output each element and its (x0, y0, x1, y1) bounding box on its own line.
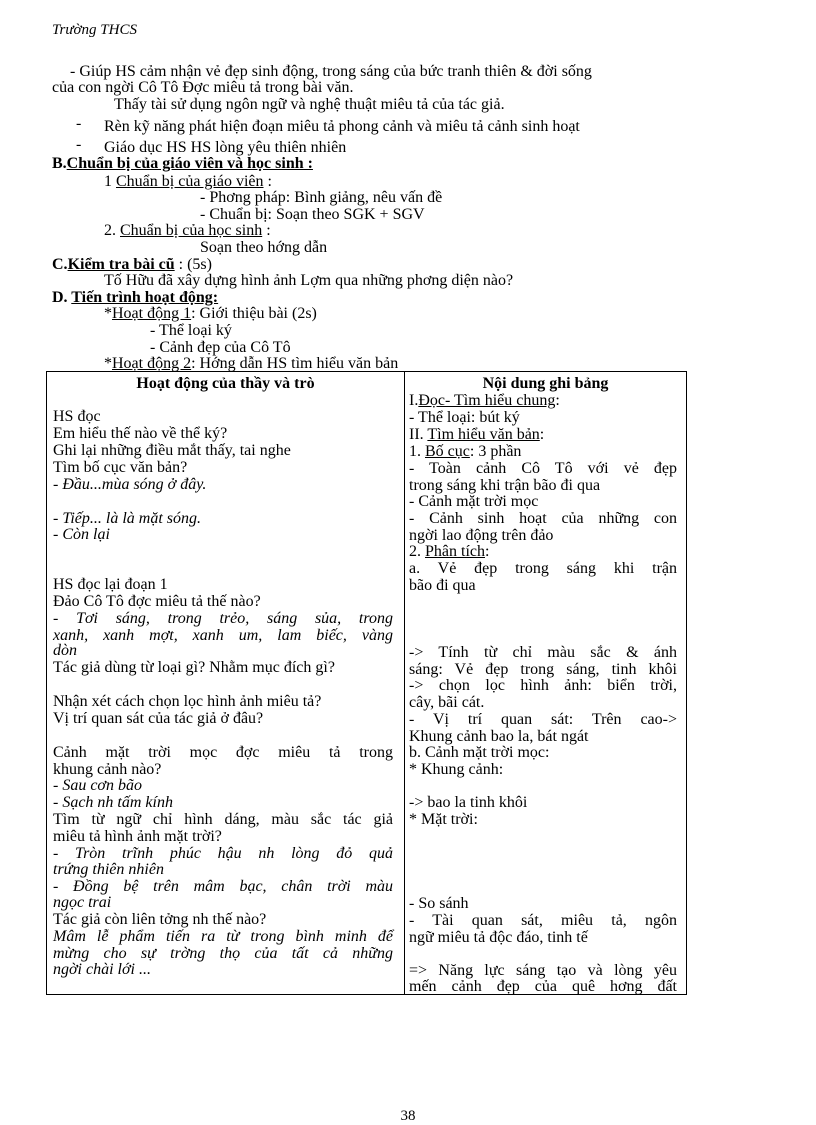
right-line: cây, bãi cát. (409, 694, 485, 711)
left-line: Em hiểu thế nào về thể ký? (53, 425, 228, 442)
lesson-table (46, 371, 687, 995)
left-line: HS đọc (53, 408, 101, 425)
intro-line-2: của con ngời Cô Tô Đợc miêu tả trong bài văn. (52, 79, 354, 96)
right-line: * Mặt trời: (409, 811, 478, 828)
left-line: Cảnh mặt trời mọc đợc miêu tả trong (53, 744, 393, 761)
bullet-marker: - (76, 136, 82, 153)
sub-title: Chuẩn bị của học sinh (120, 222, 263, 239)
right-heading: Đọc- Tìm hiểu chung (418, 392, 556, 409)
right-suffix: : 3 phần (469, 443, 522, 460)
section-b-heading (52, 155, 313, 172)
right-prefix: I. (409, 392, 419, 409)
left-line: - Tròn trĩnh phúc hậu nh lòng đỏ quả (53, 845, 393, 862)
activity-title: Hoạt động 2 (112, 355, 192, 372)
activity-1-item: - Cảnh đẹp của Cô Tô (150, 339, 291, 356)
left-line: khung cảnh nào? (53, 761, 162, 778)
right-line: - Vị trí quan sát: Trên cao-> (409, 711, 677, 728)
activity-rest: : Giới thiệu bài (2s) (191, 305, 317, 322)
sub-label: 1 (104, 173, 116, 190)
left-line: Ghi lại những điều mắt thấy, tai nghe (53, 442, 291, 459)
right-suffix: : (555, 392, 560, 409)
left-line: trứng thiên nhiên (53, 861, 164, 878)
right-suffix: : (539, 426, 545, 443)
star-marker: * (104, 305, 112, 322)
right-line: bão đi qua (409, 577, 476, 594)
right-line (409, 543, 489, 560)
left-line: Vị trí quan sát của tác giả ở đâu? (53, 710, 264, 727)
star-marker: * (104, 355, 112, 372)
right-line: ngữ miêu tả độc đáo, tinh tế (409, 929, 588, 946)
teacher-prep: - Chuẩn bị: Soạn theo SGK + SGV (200, 206, 425, 223)
section-rest: : (5s) (174, 256, 212, 273)
left-line: Tác giả còn liên tởng nh thế nào? (53, 911, 267, 928)
right-prefix: 1. (409, 443, 425, 460)
bullet-marker: - (76, 115, 82, 132)
left-line: - Tơi sáng, trong trẻo, sáng sủa, trong (53, 610, 393, 627)
right-line: => Năng lực sáng tạo và lòng yêu (409, 962, 677, 979)
left-line: Tìm từ ngữ chỉ hình dáng, màu sắc tác giả (53, 811, 393, 828)
left-line: miêu tả hình ảnh mặt trời? (53, 828, 222, 845)
left-line: - Sau cơn bão (53, 777, 142, 794)
right-line: Khung cảnh bao la, bát ngát (409, 728, 589, 745)
right-line: -> Tính từ chỉ màu sắc & ánh (409, 644, 677, 661)
activity-rest: : Hớng dẫn HS tìm hiểu văn bản (191, 355, 399, 372)
left-line: ngời chài lới ... (53, 961, 151, 978)
right-line (409, 443, 521, 460)
right-prefix: 2. (409, 543, 425, 560)
right-line: -> chọn lọc hình ảnh: biển trời, (409, 677, 677, 694)
section-title: Kiểm tra bài cũ (67, 256, 175, 273)
right-line: - So sánh (409, 895, 469, 912)
left-line: - Tiếp... là là mặt sóng. (53, 510, 202, 527)
page-number: 38 (400, 1108, 416, 1124)
intro-line-1: - Giúp HS cảm nhận vẻ đẹp sinh động, trong sáng của bức tranh thiên & đời sống (70, 63, 592, 80)
teacher-student-column (47, 372, 405, 995)
right-line: sáng: Vẻ đẹp trong sáng, tinh khôi (409, 661, 677, 678)
left-line: mừng cho sự trờng thọ của tất cả những (53, 945, 393, 962)
left-line: - Đầu...mùa sóng ở đây. (53, 476, 207, 493)
section-title: Chuẩn bị của giáo viên và học sinh : (66, 155, 313, 172)
section-label: B. (52, 155, 67, 172)
right-line (409, 426, 544, 443)
right-line: - Toàn cảnh Cô Tô với vẻ đẹp (409, 460, 677, 477)
left-line: HS đọc lại đoạn 1 (53, 576, 168, 593)
right-line: - Thể loại: bút ký (409, 409, 520, 426)
right-line: b. Cảnh mặt trời mọc: (409, 744, 550, 761)
right-line: mến cảnh đẹp của quê hơng đất (409, 978, 677, 995)
student-prep: Soạn theo hớng dẫn (200, 239, 328, 256)
teacher-method: - Phơng pháp: Bình giảng, nêu vấn đề (200, 189, 443, 206)
section-d-heading (52, 289, 218, 306)
left-line: Tìm bố cục văn bản? (53, 459, 188, 476)
right-line: - Tài quan sát, miêu tả, ngôn (409, 912, 677, 929)
left-line: Tác giả dùng từ loại gì? Nhằm mục đích gì? (53, 659, 335, 676)
section-c-heading (52, 256, 212, 273)
activity-1-heading (104, 305, 317, 322)
activity-2-heading (104, 355, 398, 372)
section-label: D. (52, 289, 72, 306)
sub-heading-student (104, 222, 271, 239)
right-line: -> bao la tinh khôi (409, 794, 528, 811)
sub-label: 2. (104, 222, 120, 239)
sub-colon: : (263, 173, 272, 190)
section-title: Tiến trình hoạt động: (71, 289, 219, 306)
left-line: dòn (53, 642, 77, 659)
left-line: Đảo Cô Tô đợc miêu tả thế nào? (53, 593, 261, 610)
right-line: trong sáng khi trận bão đi qua (409, 477, 601, 494)
right-line: ngời lao động trên đảo (409, 527, 554, 544)
left-line: xanh, xanh mợt, xanh um, lam biếc, vàng (53, 627, 393, 644)
sub-heading-teacher (104, 173, 272, 190)
left-line: ngọc trai (53, 894, 112, 911)
activity-title: Hoạt động 1 (112, 305, 192, 322)
left-line: - Còn lại (53, 526, 110, 543)
right-suffix: : (485, 543, 490, 560)
right-line: - Cảnh sinh hoạt của những con (409, 510, 677, 527)
activity-1-item: - Thể loại ký (150, 322, 232, 339)
left-line: - Đồng bệ trên mâm bạc, chân trời màu (53, 878, 393, 895)
right-heading: Phân tích (425, 543, 485, 560)
sub-title: Chuẩn bị của giáo viên (116, 173, 264, 190)
right-line: a. Vẻ đẹp trong sáng khi trận (409, 560, 677, 577)
right-line: * Khung cảnh: (409, 761, 504, 778)
intro-line-4: Rèn kỹ năng phát hiện đoạn miêu tả phong cảnh và miêu tả cảnh sinh hoạt (104, 118, 580, 135)
right-prefix: II. (409, 426, 428, 443)
intro-line-5: Giáo dục HS HS lòng yêu thiên nhiên (104, 139, 347, 156)
left-line: Mâm lễ phẩm tiến ra từ trong bình minh để (53, 928, 393, 945)
left-line: - Sạch nh tấm kính (53, 794, 173, 811)
school-header: Trường THCS (52, 22, 137, 38)
review-question: Tố Hữu đã xây dựng hình ảnh Lợm qua những phơng diện nào? (104, 272, 514, 289)
right-heading: Tìm hiểu văn bản (427, 426, 540, 443)
column-header-left: Hoạt động của thầy và trò (136, 375, 315, 392)
right-line (409, 392, 560, 409)
right-line: - Cảnh mặt trời mọc (409, 493, 539, 510)
sub-colon: : (262, 222, 271, 239)
section-label: C. (52, 256, 68, 273)
intro-line-3: Thấy tài sử dụng ngôn ngữ và nghệ thuật miêu tả của tác giả. (114, 96, 505, 113)
column-header-right: Nội dung ghi bảng (482, 375, 609, 392)
board-content-column (405, 372, 687, 995)
left-line: Nhận xét cách chọn lọc hình ảnh miêu tả? (53, 693, 322, 710)
right-heading: Bố cục (425, 443, 470, 460)
